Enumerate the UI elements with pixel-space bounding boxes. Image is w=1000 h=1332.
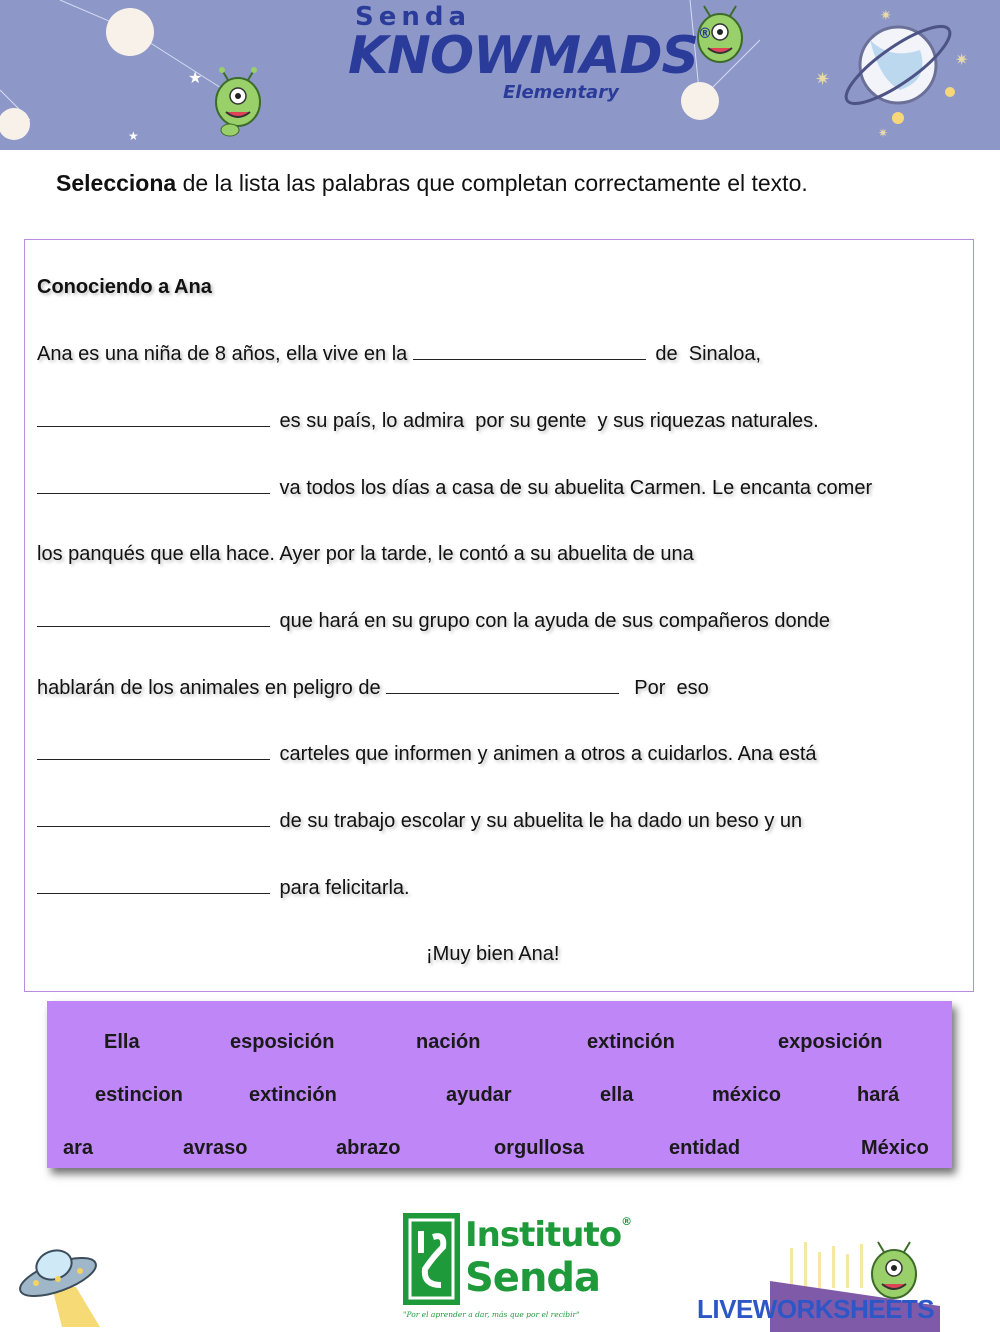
alien-mascot-icon	[216, 67, 260, 136]
text-title: Conociendo a Ana	[37, 276, 212, 298]
text-line-1b: de Sinaloa,	[649, 343, 762, 365]
word-option[interactable]: ara	[63, 1137, 94, 1159]
word-option[interactable]: avraso	[183, 1137, 248, 1159]
closing-text: ¡Muy bien Ana!	[426, 943, 560, 965]
word-option[interactable]: ayudar	[446, 1084, 512, 1106]
text-line-7-rest: carteles que informen y animen a otros a cuidarlos. Ana está	[274, 743, 817, 765]
word-option[interactable]: abrazo	[336, 1137, 401, 1159]
word-bank	[47, 1001, 952, 1168]
ufo-icon	[10, 1235, 110, 1330]
logo-tagline: "Por el aprender a dar, más que por el recibir"	[403, 1310, 580, 1319]
brand-knowmads-text: KNOWMADS	[348, 26, 698, 86]
word-option[interactable]: esposición	[230, 1031, 335, 1053]
word-option[interactable]: entidad	[669, 1137, 741, 1159]
svg-text:★: ★	[128, 129, 139, 143]
text-line-9	[37, 877, 410, 900]
header-banner	[0, 0, 1000, 150]
word-option[interactable]: extinción	[249, 1084, 337, 1106]
text-line-1	[37, 343, 761, 366]
text-line-8-rest: de su trabajo escolar y su abuelita le ha dado un beso y un	[274, 810, 803, 832]
instruction-bold: Selecciona	[56, 170, 177, 196]
blank-field-2[interactable]	[37, 410, 270, 427]
word-option[interactable]: México	[861, 1137, 929, 1159]
blank-field-1[interactable]	[413, 343, 646, 360]
word-option[interactable]: hará	[857, 1084, 900, 1106]
svg-text:✷: ✷	[878, 126, 889, 140]
brand-senda: Senda	[355, 2, 472, 32]
brand-elementary: Elementary	[503, 82, 619, 103]
word-option[interactable]: nación	[416, 1031, 481, 1053]
text-line-3	[37, 477, 872, 500]
brand-knowmads	[348, 26, 711, 86]
text-line-9-rest: para felicitarla.	[274, 877, 410, 899]
word-option[interactable]: extinción	[587, 1031, 675, 1053]
word-option[interactable]: exposición	[778, 1031, 883, 1053]
instituto-senda-logo	[403, 1213, 632, 1323]
word-option[interactable]: méxico	[712, 1084, 781, 1106]
svg-text:★: ★	[188, 70, 203, 87]
word-option[interactable]: Ella	[104, 1031, 140, 1053]
svg-text:✷: ✷	[955, 52, 969, 69]
text-line-4: los panqués que ella hace. Ayer por la tarde, le contó a su abuelita de una	[37, 543, 694, 565]
blank-field-8[interactable]	[37, 877, 270, 894]
logo-word-senda: Senda	[465, 1255, 601, 1301]
planet-circle	[106, 8, 154, 56]
blank-field-5[interactable]	[386, 677, 619, 694]
word-option[interactable]: orgullosa	[494, 1137, 585, 1159]
text-line-6a: hablarán de los animales en peligro de	[37, 677, 387, 699]
text-line-5-rest: que hará en su grupo con la ayuda de sus compañeros donde	[274, 610, 830, 632]
liveworksheets-watermark: LIVEWORKSHEETS	[697, 1294, 935, 1324]
text-line-1a: Ana es una niña de 8 años, ella vive en la	[37, 343, 413, 365]
text-line-2-rest: es su país, lo admira por su gente y sus riquezas naturales.	[274, 410, 819, 432]
text-line-3-rest: va todos los días a casa de su abuelita Carmen. Le encanta comer	[274, 477, 873, 499]
blank-field-4[interactable]	[37, 610, 270, 627]
text-line-7	[37, 743, 817, 766]
text-line-6b: Por eso	[623, 677, 709, 699]
word-option[interactable]: estincion	[95, 1084, 183, 1106]
text-line-5	[37, 610, 830, 633]
instruction-rest: de la lista las palabras que completan correctamente el texto.	[176, 170, 808, 196]
logo-word-instituto	[465, 1215, 631, 1255]
blank-field-3[interactable]	[37, 477, 270, 494]
svg-text:✷: ✷	[880, 7, 892, 23]
text-line-2	[37, 410, 819, 433]
text-line-8	[37, 810, 802, 833]
brand-registered-mark: ®	[697, 26, 711, 42]
logo-registered-mark: ®	[621, 1215, 632, 1228]
word-option[interactable]: ella	[600, 1084, 634, 1106]
blank-field-6[interactable]	[37, 743, 270, 760]
text-line-6	[37, 677, 709, 700]
svg-text:✷: ✷	[815, 69, 831, 89]
logo-instituto-text: Instituto	[465, 1215, 622, 1255]
instruction-text	[56, 170, 808, 197]
blank-field-7[interactable]	[37, 810, 270, 827]
